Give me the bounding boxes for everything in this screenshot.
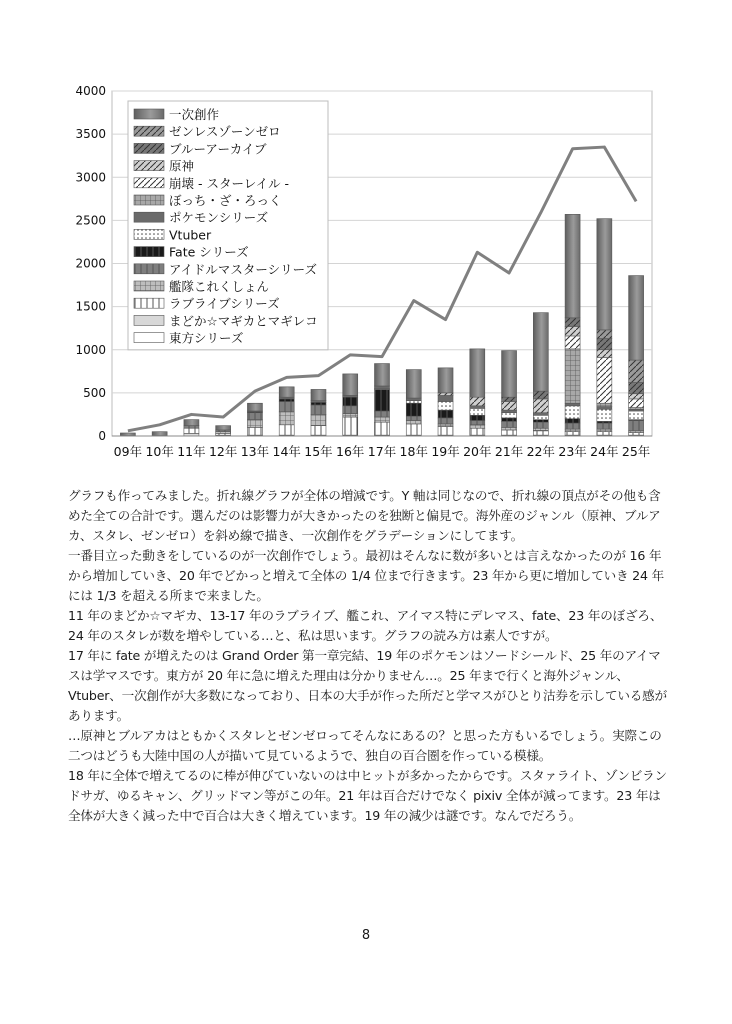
y-tick-label: 0: [98, 429, 106, 443]
bar-segment: [152, 432, 167, 436]
bar-segment: [184, 428, 199, 433]
bar-segment: [247, 403, 262, 411]
bar-segment: [470, 406, 485, 409]
bar-segment: [629, 399, 644, 408]
bar-segment: [597, 330, 612, 339]
bar-segment: [533, 428, 548, 431]
bar-segment: [565, 349, 580, 403]
bar-segment: [597, 219, 612, 330]
legend-swatch: [134, 264, 164, 274]
legend-swatch: [134, 126, 164, 136]
bar-segment: [502, 427, 517, 430]
bar-segment: [279, 387, 294, 397]
bar-segment: [438, 427, 453, 436]
legend-swatch: [134, 247, 164, 257]
bar-segment: [629, 420, 644, 430]
bar-segment: [565, 406, 580, 419]
bar-segment: [533, 391, 548, 399]
paragraph: 17 年に fate が増えたのは Grand Order 第一章完結、19 年のポケモンはソードシールド、25 年のアイマスは学マスです。東方が 20 年に急に増えた理由は分かりません…。25 年まで行くと海外ジャンル、Vtuber、一次創作が大多数になっており、日本の大手が作った所だと学マスがひとり沽券を示している感があります。: [68, 648, 667, 723]
legend-swatch: [134, 298, 164, 308]
legend-swatch: [134, 333, 164, 343]
bar-segment: [502, 351, 517, 398]
legend-label: まどか☆マギカとマギレコ: [169, 313, 318, 329]
paragraph: …原神とブルアカはともかくスタレとゼンゼロってそんなにあるの？と思った方もいるでしょう。実際この二つはどうも大陸中国の人が描いて見ているようで、独自の百合圏を作っている模様。: [68, 728, 662, 763]
bar-segment: [533, 420, 548, 423]
x-tick-label: 23年: [558, 444, 587, 459]
y-tick-label: 3000: [75, 170, 106, 185]
legend-label: 艦隊これくしょん: [169, 279, 270, 294]
bar-segment: [406, 370, 421, 398]
bar-segment: [629, 433, 644, 436]
x-tick-label: 25年: [621, 444, 651, 459]
bar-segment: [343, 406, 358, 414]
bar-segment: [311, 402, 326, 405]
bar-segment: [565, 403, 580, 406]
bar-segment: [597, 350, 612, 358]
bar-segment: [247, 420, 262, 428]
bar-segment: [470, 408, 485, 415]
legend-swatch: [134, 109, 164, 119]
x-tick-label: 15年: [304, 444, 333, 459]
bar-segment: [597, 403, 612, 406]
bar-segment: [438, 393, 453, 396]
legend-label: ラブライブシリーズ: [169, 296, 280, 312]
bar-segment: [279, 399, 294, 402]
bar-segment: [406, 420, 421, 423]
bar-segment: [247, 427, 262, 435]
legend-swatch: [134, 143, 164, 153]
bar-segment: [470, 420, 485, 424]
bar-segment: [597, 339, 612, 350]
bar-segment: [597, 429, 612, 432]
bar-segment: [184, 426, 199, 429]
bar-segment: [406, 424, 421, 435]
bar-segment: [343, 374, 358, 396]
legend-swatch: [134, 212, 164, 222]
y-tick-label: 2500: [75, 213, 106, 228]
bar-segment: [247, 413, 262, 420]
bar-segment: [533, 415, 548, 419]
x-tick-label: 20年: [463, 444, 492, 459]
bar-segment: [565, 326, 580, 335]
x-tick-label: 13年: [240, 444, 270, 459]
bar-segment: [311, 405, 326, 414]
bar-segment: [375, 389, 390, 411]
bar-segment: [343, 414, 358, 417]
legend-label: アイドルマスターシリーズ: [169, 261, 318, 277]
bar-segment: [216, 426, 231, 430]
legend-label: ブルーアーカイブ: [169, 141, 267, 157]
bar-segment: [565, 423, 580, 429]
bar-segment: [502, 421, 517, 427]
bar-segment: [279, 425, 294, 435]
bar-segment: [438, 418, 453, 424]
x-tick-label: 16年: [336, 444, 365, 459]
bar-segment: [533, 413, 548, 416]
bar-segment: [438, 402, 453, 411]
bar-segment: [120, 433, 135, 436]
bar-segment: [375, 364, 390, 386]
legend-label: 一次創作: [169, 107, 220, 122]
bar-segment: [470, 425, 485, 428]
legend-label: 原神: [169, 158, 195, 174]
bar-segment: [533, 313, 548, 391]
bar-segment: [597, 423, 612, 429]
bar-segment: [470, 349, 485, 397]
x-tick-label: 14年: [272, 444, 301, 459]
bar-segment: [470, 397, 485, 406]
legend-swatch: [134, 161, 164, 171]
bar-segment: [438, 395, 453, 401]
x-tick-label: 24年: [590, 444, 619, 459]
legend-label: Vtuber: [169, 227, 212, 243]
legend-label: 東方シリーズ: [169, 330, 244, 346]
legend-swatch: [134, 229, 164, 239]
bar-segment: [597, 409, 612, 421]
x-tick-label: 09年: [113, 444, 143, 459]
bar-segment: [597, 407, 612, 410]
bar-segment: [406, 401, 421, 404]
bar-segment: [565, 432, 580, 435]
x-tick-label: 22年: [526, 444, 556, 459]
bar-segment: [470, 415, 485, 420]
bar-segment: [438, 424, 453, 427]
bar-segment: [565, 214, 580, 318]
paragraph: グラフも作ってみました。折れ線グラフが全体の増減です。Y 軸は同じなので、折れ線の頂点がその他も含めた全ての合計です。選んだのは影響力が大きかったのを独断と偏見で。海外産のジャンル（原神、ブルアカ、スタレ、ゼンゼロ）を斜め線で描き、一次創作をグラデーションにしてます。: [68, 488, 661, 543]
bar-segment: [629, 276, 644, 361]
y-tick-label: 500: [83, 385, 106, 400]
bar-segment: [533, 399, 548, 413]
body-text: [68, 486, 668, 826]
bar-segment: [184, 420, 199, 426]
y-tick-label: 4000: [75, 84, 106, 98]
bar-segment: [597, 358, 612, 404]
bar-segment: [406, 416, 421, 420]
bar-segment: [311, 389, 326, 400]
x-tick-label: 12年: [208, 444, 238, 459]
chart-legend: [128, 101, 328, 350]
legend-swatch: [134, 315, 164, 325]
bar-segment: [502, 402, 517, 411]
bar-segment: [375, 417, 390, 422]
bar-segment: [406, 398, 421, 401]
bar-segment: [629, 383, 644, 394]
bar-segment: [565, 419, 580, 423]
bar-segment: [279, 412, 294, 425]
bar-segment: [343, 417, 358, 435]
paragraph: 一番目立った動きをしているのが一次創作でしょう。最初はそんなに数が多いとは言えなかったのが 16 年から増加していき、20 年でどかっと増えて全体の 1/4 位まで行きます。23 年から更に増加していき 24 年には 1/3 を超える所まで来ました。: [68, 548, 664, 603]
x-tick-label: 10年: [145, 444, 174, 459]
y-tick-label: 1000: [75, 342, 106, 357]
bar-segment: [311, 414, 326, 425]
bar-segment: [375, 386, 390, 389]
bar-segment: [311, 426, 326, 435]
bar-segment: [533, 431, 548, 435]
y-tick-label: 2000: [75, 256, 106, 271]
bar-segment: [565, 318, 580, 327]
bar-segment: [502, 397, 517, 401]
bar-segment: [533, 422, 548, 428]
stacked-bar-line-chart: [0, 0, 732, 470]
bar-segment: [438, 410, 453, 418]
bar-segment: [438, 368, 453, 393]
y-tick-label: 3500: [75, 127, 106, 142]
legend-label: 崩壊 - スターレイル -: [169, 175, 290, 191]
legend-label: ポケモンシリーズ: [169, 210, 269, 226]
bar-segment: [406, 403, 421, 416]
bar-segment: [565, 429, 580, 432]
bar-segment: [629, 360, 644, 382]
y-tick-label: 1500: [75, 299, 106, 314]
bar-segment: [279, 402, 294, 412]
bar-segment: [565, 336, 580, 349]
paragraph: 18 年に全体で増えてるのに棒が伸びていないのは中ヒットが多かったからです。スタァライト、ゾンビランドサガ、ゆるキャン、グリッドマン等がこの年。21 年は百合だけでなく pixiv 全体が減ってます。23 年は全体が大きく減った中で百合は大きく増えています。19 年の減少は謎です。なんでだろう。: [68, 768, 667, 823]
legend-swatch: [134, 195, 164, 205]
bar-segment: [470, 428, 485, 435]
legend-label: ゼンレスゾーンゼロ: [169, 124, 281, 140]
x-tick-label: 21年: [494, 444, 524, 459]
bar-segment: [502, 410, 517, 413]
bar-segment: [502, 413, 517, 418]
x-tick-label: 19年: [431, 444, 460, 459]
page-number: 8: [361, 928, 371, 943]
x-tick-label: 18年: [399, 444, 428, 459]
legend-label: Fate シリーズ: [169, 244, 249, 260]
legend-label: ぼっち・ざ・ろっく: [169, 193, 282, 208]
bar-segment: [629, 411, 644, 420]
bar-segment: [502, 430, 517, 435]
bar-segment: [502, 418, 517, 421]
bar-segment: [629, 394, 644, 399]
bar-segment: [375, 411, 390, 417]
legend-swatch: [134, 178, 164, 188]
x-tick-label: 17年: [367, 444, 397, 459]
paragraph: 11 年のまどか☆マギカ、13-17 年のラブライブ、艦これ、アイマス特にデレマス、fate、23 年のぼざろ、24 年のスタレが数を増やしている…と、私は思います。グラフの読み方は素人ですが。: [68, 608, 663, 643]
bar-segment: [375, 422, 390, 435]
legend-swatch: [134, 281, 164, 291]
bar-segment: [597, 432, 612, 435]
x-tick-label: 11年: [177, 444, 206, 459]
bar-segment: [343, 397, 358, 406]
